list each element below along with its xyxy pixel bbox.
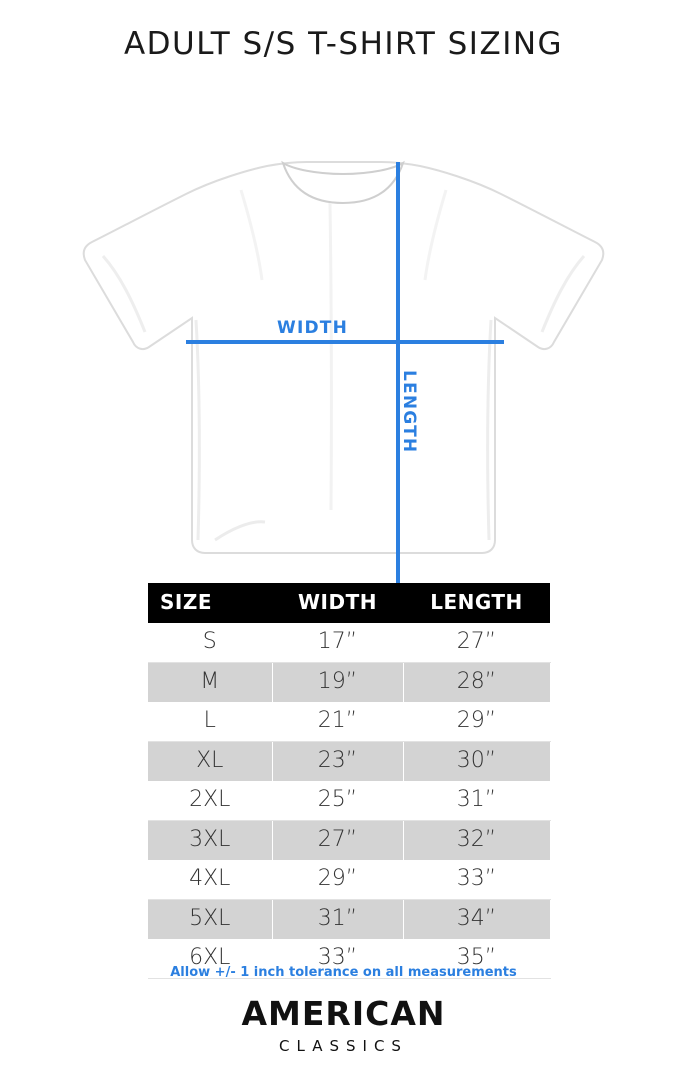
table-header-row: [148, 583, 550, 623]
header-size: SIZE: [148, 583, 272, 623]
cell-length: 27”: [403, 623, 550, 663]
table-row: [148, 702, 550, 742]
cell-size: 3XL: [148, 821, 272, 861]
cell-length: 30”: [403, 742, 550, 782]
cell-length: 35”: [403, 939, 550, 979]
cell-length: 33”: [403, 860, 550, 900]
cell-width: 29”: [272, 860, 403, 900]
size-table-head: [148, 583, 550, 623]
cell-size: 4XL: [148, 860, 272, 900]
cell-size: 2XL: [148, 781, 272, 821]
tolerance-note: Allow +/- 1 inch tolerance on all measurements: [170, 965, 517, 980]
page-title: ADULT S/S T-SHIRT SIZING: [123, 26, 564, 62]
table-row: [148, 623, 550, 663]
cell-size: 6XL: [148, 939, 272, 979]
cell-width: 31”: [272, 900, 403, 940]
cell-length: 28”: [403, 663, 550, 703]
cell-width: 25”: [272, 781, 403, 821]
brand-name: AMERICAN: [241, 994, 446, 1033]
table-row: [148, 663, 550, 703]
cell-width: 19”: [272, 663, 403, 703]
cell-size: L: [148, 702, 272, 742]
width-measurement-line: [186, 340, 504, 344]
brand-logo: [0, 994, 687, 1055]
cell-width: 23”: [272, 742, 403, 782]
size-table-container: [148, 583, 538, 979]
cell-length: 29”: [403, 702, 550, 742]
cell-width: 17”: [272, 623, 403, 663]
cell-size: M: [148, 663, 272, 703]
table-row: [148, 742, 550, 782]
tshirt-illustration: [0, 70, 687, 560]
table-row: [148, 821, 550, 861]
length-label: LENGTH: [399, 370, 419, 454]
cell-width: 21”: [272, 702, 403, 742]
table-row: [148, 860, 550, 900]
table-row: [148, 781, 550, 821]
header-length: LENGTH: [403, 583, 550, 623]
cell-width: 27”: [272, 821, 403, 861]
tshirt-diagram: [0, 70, 687, 560]
size-table: [148, 583, 551, 979]
cell-size: XL: [148, 742, 272, 782]
cell-length: 32”: [403, 821, 550, 861]
width-label: WIDTH: [277, 318, 349, 338]
cell-length: 34”: [403, 900, 550, 940]
table-row: [148, 900, 550, 940]
cell-length: 31”: [403, 781, 550, 821]
header-width: WIDTH: [272, 583, 403, 623]
cell-size: 5XL: [148, 900, 272, 940]
cell-size: S: [148, 623, 272, 663]
size-table-body: [148, 623, 550, 979]
brand-tagline: CLASSICS: [279, 1037, 408, 1055]
cell-width: 33”: [272, 939, 403, 979]
